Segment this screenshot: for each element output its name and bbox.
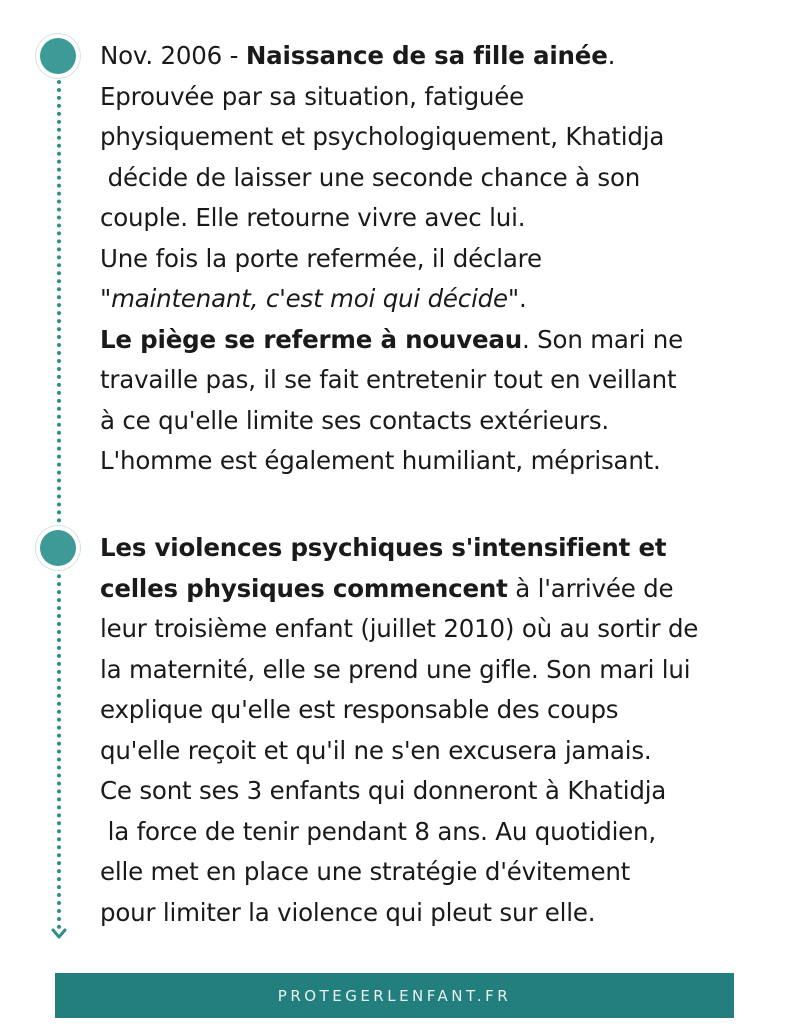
entry-text-line: qu'elle reçoit et qu'il ne s'en excusera jamais. [100, 735, 652, 765]
entry-text-line: travaille pas, il se fait entretenir tout en veillant [100, 365, 677, 394]
entry-text-line: décide de laisser une seconde chance à son [100, 162, 641, 192]
entry-text-line: couple. Elle retourne vivre avec lui. [100, 203, 526, 232]
entry-text-line: explique qu'elle est responsable des coups [100, 695, 619, 724]
entry-quote: maintenant, c'est moi qui décide [111, 284, 508, 313]
entry-text-line: physiquement et psychologiquement, Khatidja [100, 122, 665, 151]
entry-heading: Nov. 2006 - Naissance de sa fille ainée. [100, 41, 616, 70]
entry-text-line: la force de tenir pendant 8 ans. Au quotidien, [100, 816, 656, 846]
timeline-entry-2010 [100, 528, 772, 933]
entry-text-line: à ce qu'elle limite ses contacts extérieurs. [100, 405, 610, 435]
entry-date: Nov. 2006 - [100, 41, 246, 70]
chevron-down-icon [49, 927, 69, 941]
timeline-dot-icon [40, 38, 76, 74]
footer-site-link[interactable]: PROTEGERLENFANT.FR [277, 986, 512, 1005]
entry-emphasis: Le piège se referme à nouveau [100, 324, 522, 354]
entry-text-line: elle met en place une stratégie d'évitement [100, 857, 631, 886]
entry-bold-line: Les violences psychiques s'intensifient et [100, 533, 667, 562]
entry-text-line: la maternité, elle se prend une gifle. Son mari lui [100, 654, 691, 684]
entry-text-line: L'homme est également humiliant, méprisant. [100, 446, 661, 475]
timeline-dot-icon [40, 530, 76, 566]
footer-banner [55, 973, 734, 1018]
entry-text-line: Eprouvée par sa situation, fatiguée [100, 81, 525, 111]
timeline-entry-2006 [100, 36, 772, 482]
entry-text-line: leur troisième enfant (juillet 2010) où au sortir de [100, 614, 699, 643]
entry-quote-line: "maintenant, c'est moi qui décide". [100, 284, 527, 313]
entry-text-line: pour limiter la violence qui pleut sur elle. [100, 897, 596, 927]
timeline-dotted-line [57, 72, 61, 930]
entry-headline: Naissance de sa fille ainée [245, 41, 608, 70]
entry-emphasis-line: Le piège se referme à nouveau. Son mari ne [100, 324, 683, 354]
entry-text-line: Ce sont ses 3 enfants qui donneront à Khatidja [100, 776, 667, 805]
entry-text-line: Une fois la porte refermée, il déclare [100, 243, 542, 273]
entry-bold-mixed-line: celles physiques commencent à l'arrivée de [100, 573, 674, 603]
